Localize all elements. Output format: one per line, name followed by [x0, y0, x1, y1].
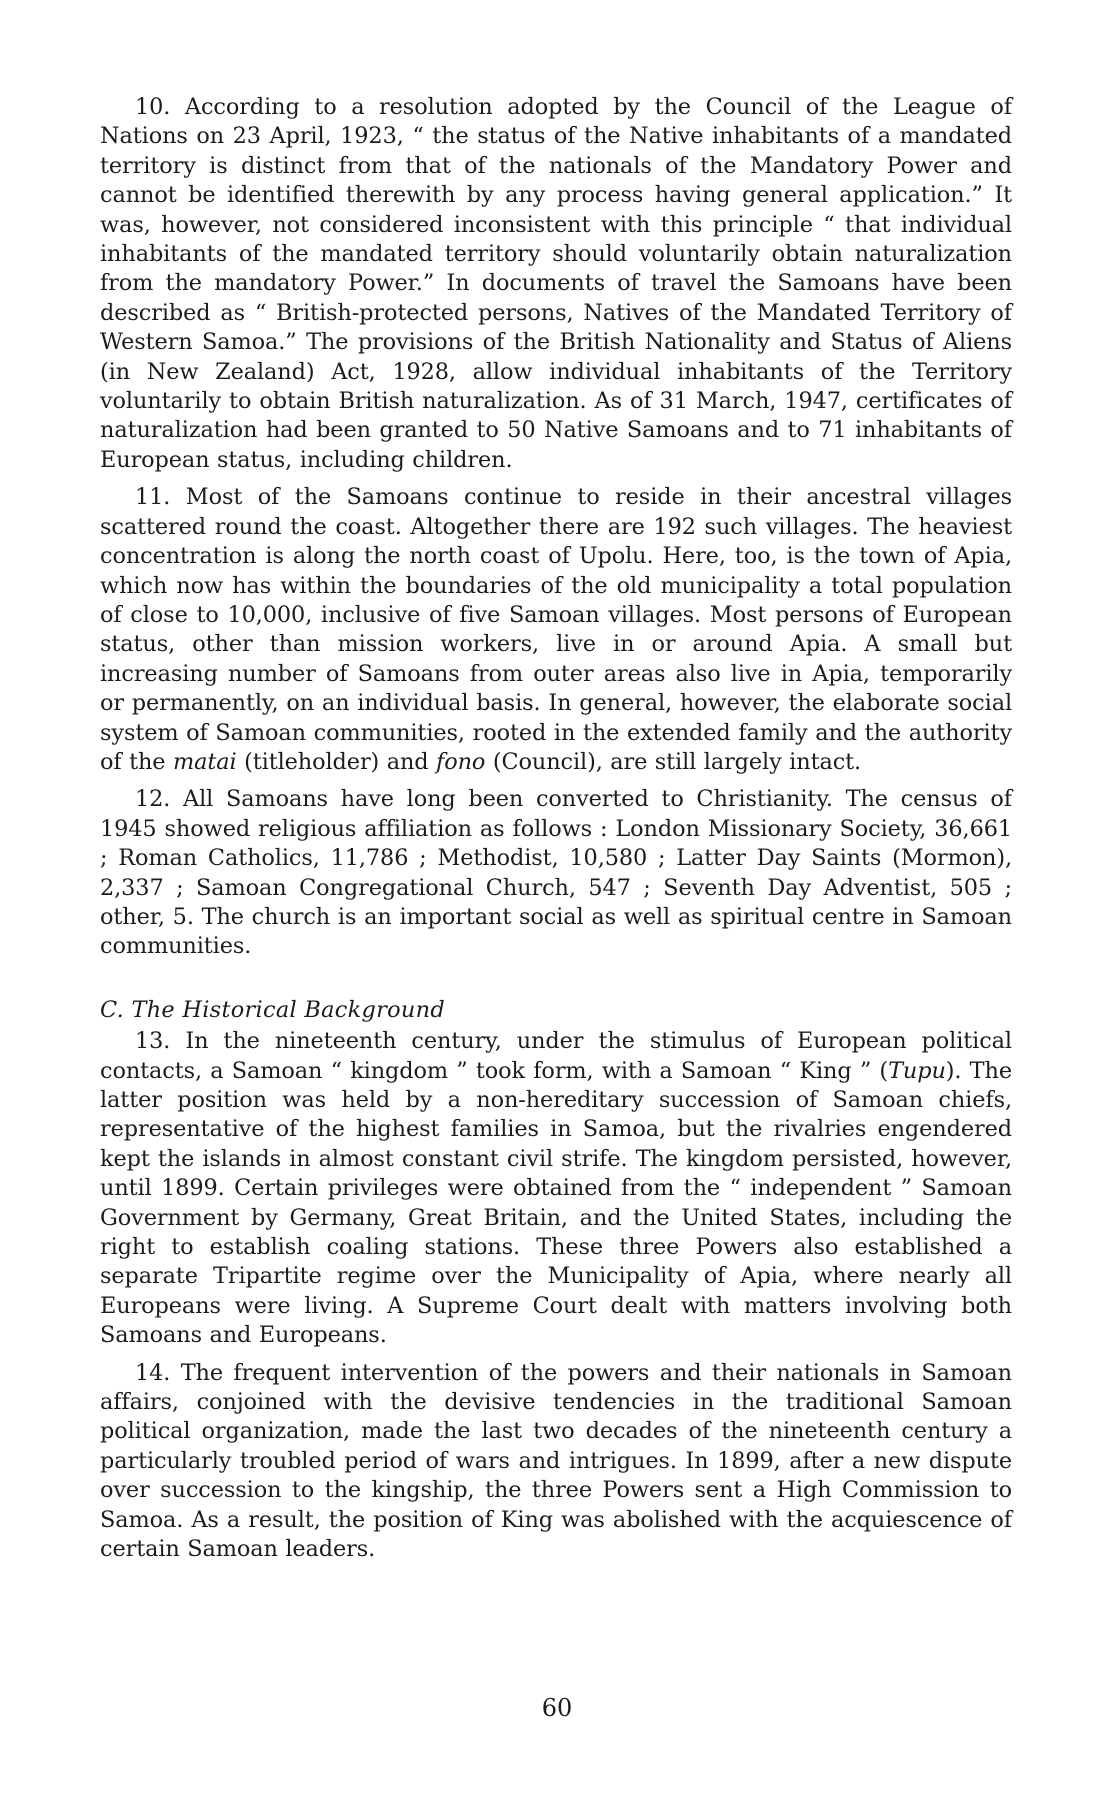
paragraph-12	[100, 785, 1012, 961]
paragraph-14	[100, 1359, 1012, 1565]
text-run: (titleholder) and	[236, 748, 437, 775]
paragraph-13	[100, 1027, 1012, 1350]
page-number: 60	[541, 1694, 573, 1722]
document-page	[100, 93, 1012, 1573]
text-run: 12. All Samoans have long been converted to Christianity. The census of 1945 showed religious affiliation as follows : London Missionary Society, 36,661 ; Roman Catholics, 11,786 ; Methodist, 10,580 ; Latter Day Saints (Mormon), 2,337 ; Samoan Congregational Church, 547 ; Seventh Day Adventist, 505 ; other, 5. The church is an important social as well as spiritual centre in Samoan communities.	[100, 786, 1012, 960]
text-run: 13. In the nineteenth century, under the stimulus of European political contacts, a Samoan “ kingdom ” took form, with a Samoan “ King ” (	[100, 1028, 1012, 1084]
text-run: 10. According to a resolution adopted by the Council of the League of Nations on 23 April, 1923, “ the status of the Native inhabitants of a mandated territory is distinct from that of the nationals of the Mandatory Power and cannot be identified therewith by any process having general application.” It was, however, not considered inconsistent with this principle “ that individual inhabitants of the mandated territory should voluntarily obtain naturalization from the mandatory Power.” In documents of travel the Samoans have been described as “ British-protected persons, Natives of the Mandated Territory of Western Samoa.” The provisions of the British Nationality and Status of Aliens (in New Zealand) Act, 1928, allow individual inhabitants of the Territory voluntarily to obtain British naturalization. As of 31 March, 1947, certificates of naturalization had been granted to 50 Native Samoans and to 71 inhabitants of European status, including children.	[100, 94, 1012, 473]
text-run: 14. The frequent intervention of the powers and their nationals in Samoan affairs, conjoined with the devisive tendencies in the traditional Samoan political organization, made the last two decades of the nineteenth century a particularly troubled period of wars and intrigues. In 1899, after a new dispute over succession to the kingship, the three Powers sent a High Commission to Samoa. As a result, the position of King was abolished with the acquiescence of certain Samoan leaders.	[100, 1359, 1012, 1563]
paragraph-10	[100, 93, 1012, 475]
text-run: (Council), are still largely intact.	[485, 748, 862, 775]
text-run: ). The latter position was held by a non-hereditary succession of Samoan chiefs, representative of the highest families in Samoa, but the rivalries engendered kept the islands in almost constant civil strife. The kingdom persisted, however, until 1899. Certain privileges were obtained from the “ independent ” Samoan Government by Germany, Great Britain, and the United States, including the right to establish coaling stations. These three Powers also established a separate Tripartite regime over the Municipality of Apia, where nearly all Europeans were living. A Supreme Court dealt with matters involving both Samoans and Europeans.	[100, 1057, 1012, 1349]
paragraph-11	[100, 483, 1012, 777]
paragraph-group-top	[100, 93, 1012, 962]
italic-term: matai	[172, 748, 237, 775]
section-heading: C. The Historical Background	[100, 996, 445, 1023]
text-run: 11. Most of the Samoans continue to reside in their ancestral villages scattered round the coast. Altogether there are 192 such villages. The heaviest concentration is along the north coast of Upolu. Here, too, is the town of Apia, which now has within the boundaries of the old municipality a total population of close to 10,000, inclusive of five Samoan villages. Most persons of European status, other than mission workers, live in or around Apia. A small but increasing number of Samoans from outer areas also live in Apia, temporarily or permanently, on an individual basis. In general, however, the elaborate social system of Samoan communities, rooted in the extended family and the authority of the	[100, 484, 1012, 775]
italic-term: Tupu	[888, 1057, 946, 1084]
paragraph-group-bottom	[100, 1027, 1012, 1564]
italic-term: fono	[436, 748, 486, 775]
